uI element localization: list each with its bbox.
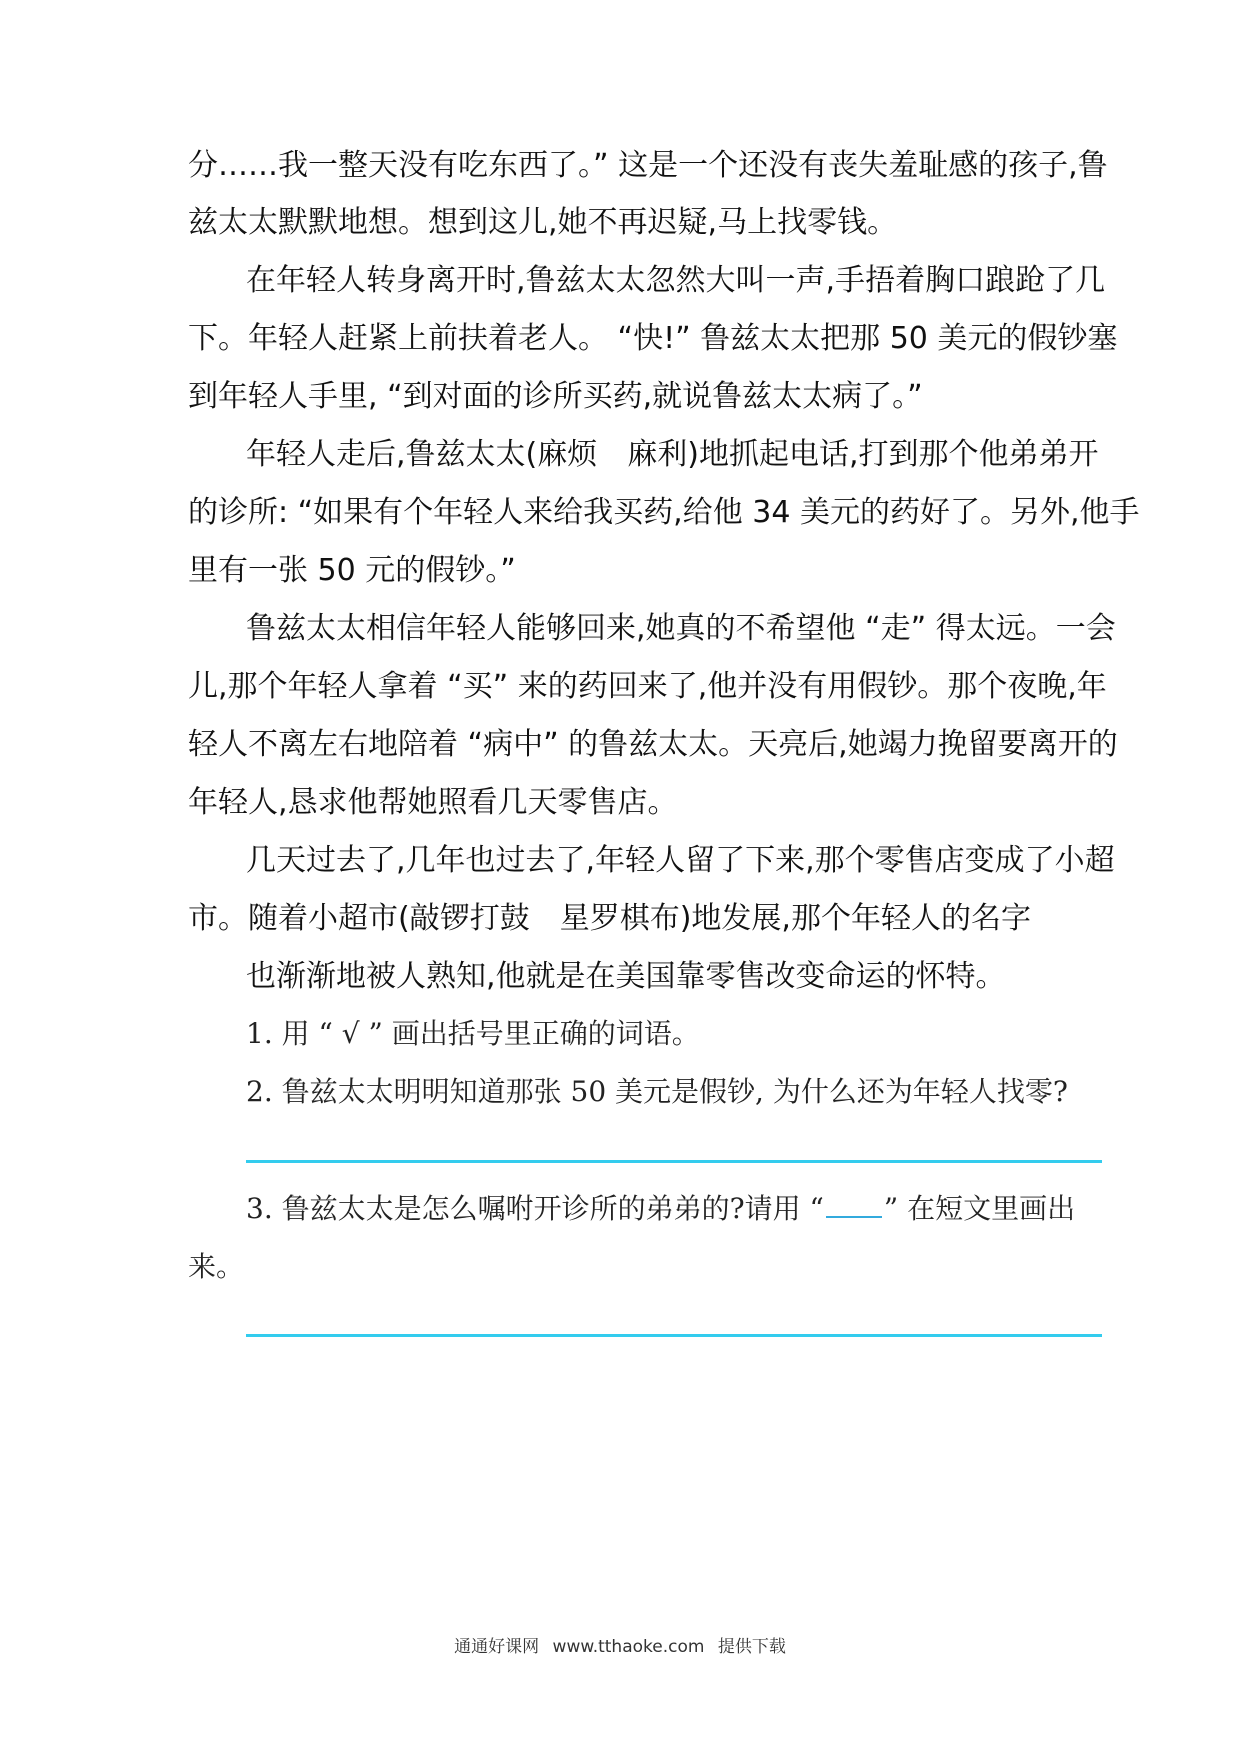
passage-line-12: 年轻人,恳求他帮她照看几天零售店。 — [188, 785, 678, 820]
passage-line-11: 轻人不离左右地陪着 “病中” 的鲁兹太太。天亮后,她竭力挽留要离开的 — [188, 727, 1118, 762]
underline-sample-blank — [826, 1190, 882, 1218]
question-3-continuation: 来。 — [188, 1250, 245, 1283]
passage-line-1: 分……我一整天没有吃东西了。” 这是一个还没有丧失羞耻感的孩子,鲁 — [188, 148, 1108, 183]
passage-line-3: 在年轻人转身离开时,鲁兹太太忽然大叫一声,手捂着胸口踉跄了几 — [246, 263, 1106, 298]
passage-line-10: 儿,那个年轻人拿着 “买” 来的药回来了,他并没有用假钞。那个夜晚,年 — [188, 669, 1107, 704]
passage-line-6: 年轻人走后,鲁兹太太(麻烦 麻利)地抓起电话,打到那个他弟弟开 — [246, 437, 1099, 472]
question-3-text-end: ” 在短文里画出 — [883, 1192, 1076, 1225]
passage-line-5: 到年轻人手里, “到对面的诊所买药,就说鲁兹太太病了。” — [188, 379, 923, 414]
passage-line-13: 几天过去了,几年也过去了,年轻人留了下来,那个零售店变成了小超 — [246, 843, 1115, 878]
passage-line-4: 下。年轻人赶紧上前扶着老人。 “快!” 鲁兹太太把那 50 美元的假钞塞 — [188, 321, 1118, 356]
question-3 — [246, 1189, 1075, 1229]
passage-line-15: 也渐渐地被人熟知,他就是在美国靠零售改变命运的怀特。 — [246, 959, 1006, 994]
answer-line-q3[interactable] — [246, 1334, 1102, 1337]
footer-url[interactable]: www.tthaoke.com — [552, 1637, 705, 1657]
answer-line-q2[interactable] — [246, 1160, 1102, 1163]
passage-line-9: 鲁兹太太相信年轻人能够回来,她真的不希望他 “走” 得太远。一会 — [246, 611, 1116, 646]
footer-suffix: 提供下载 — [717, 1637, 786, 1657]
page-footer — [0, 1632, 1240, 1657]
footer-site-name: 通通好课网 — [454, 1637, 540, 1657]
passage-line-7: 的诊所: “如果有个年轻人来给我买药,给他 34 美元的药好了。另外,他手 — [188, 495, 1140, 530]
question-1: 1. 用 “ √ ” 画出括号里正确的词语。 — [246, 1017, 700, 1050]
question-3-text-start: 3. 鲁兹太太是怎么嘱咐开诊所的弟弟的?请用 “ — [246, 1192, 824, 1225]
passage-line-2: 兹太太默默地想。想到这儿,她不再迟疑,马上找零钱。 — [188, 205, 898, 240]
passage-line-8: 里有一张 50 元的假钞。” — [188, 553, 516, 588]
question-2: 2. 鲁兹太太明明知道那张 50 美元是假钞, 为什么还为年轻人找零? — [246, 1075, 1068, 1108]
passage-line-14: 市。随着小超市(敲锣打鼓 星罗棋布)地发展,那个年轻人的名字 — [188, 901, 1031, 936]
